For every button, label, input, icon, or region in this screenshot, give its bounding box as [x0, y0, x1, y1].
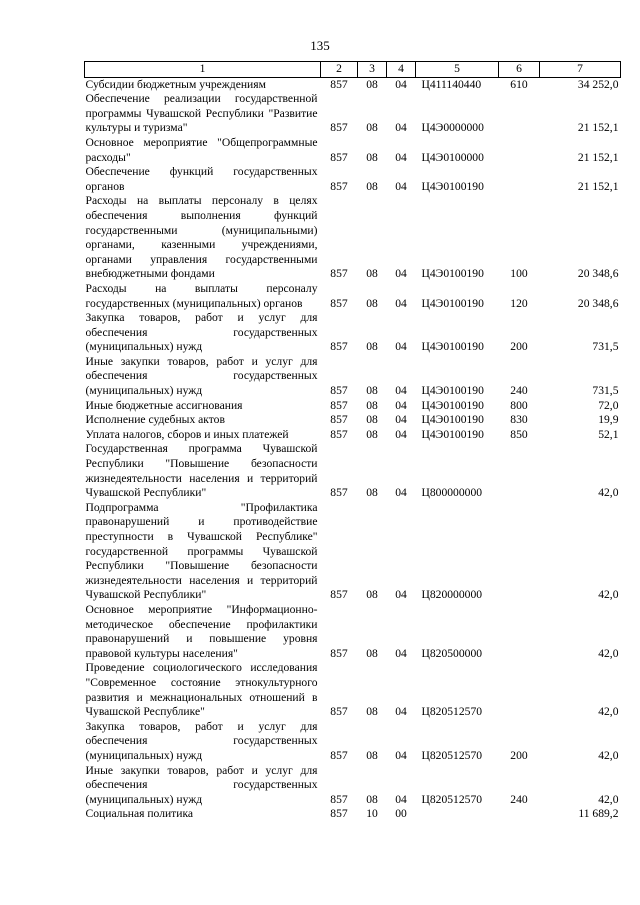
ministry-code-cell: 857 — [330, 398, 348, 412]
subsection-cell: 04 — [395, 413, 407, 427]
expense-type-cell: 240 — [510, 792, 528, 806]
row-name-cell: Иные бюджетные ассигнования — [85, 398, 243, 412]
target-article-cell: Ц4Э0100190 — [421, 398, 484, 412]
amount-cell: 42,0 — [598, 486, 619, 500]
subsection-cell: 04 — [395, 398, 407, 412]
row-name-cell: Государственная программа Чувашской Республики "Повышение безопасности жизнедеятельности населения и территорий Чувашской Республики" — [85, 442, 318, 500]
row-name-cell: Исполнение судебных актов — [85, 413, 225, 427]
subsection-cell: 04 — [395, 267, 407, 281]
subsection-cell: 04 — [395, 384, 407, 398]
amount-cell: 21 152,1 — [577, 150, 619, 164]
amount-cell: 42,0 — [598, 748, 619, 762]
section-cell: 08 — [366, 267, 378, 281]
ministry-code-cell: 857 — [330, 807, 348, 821]
row-name-cell: Иные закупки товаров, работ и услуг для обеспечения государственных (муниципальных) нужд — [85, 354, 318, 398]
table-row — [85, 413, 621, 428]
expense-type-cell — [499, 442, 540, 500]
table-row — [85, 194, 621, 282]
row-name-cell: Основное мероприятие "Общепрограммные расходы" — [85, 135, 318, 164]
ministry-code-cell: 857 — [330, 179, 348, 193]
subsection-cell: 04 — [395, 121, 407, 135]
amount-cell: 42,0 — [598, 588, 619, 602]
row-name-cell: Проведение социологического исследования "Современное состояние этнокультурного развития и межнациональных отношений в Чувашской Республике" — [85, 661, 318, 719]
target-article-cell: Ц820500000 — [421, 646, 483, 660]
subsection-cell: 04 — [395, 296, 407, 310]
table-row — [85, 136, 621, 165]
table-row — [85, 661, 621, 719]
subsection-cell: 04 — [395, 792, 407, 806]
ministry-code-cell: 857 — [330, 121, 348, 135]
ministry-code-cell: 857 — [330, 413, 348, 427]
subsection-cell: 04 — [395, 705, 407, 719]
amount-cell: 19,9 — [598, 413, 619, 427]
column-header: 3 — [358, 62, 387, 78]
section-cell: 08 — [366, 150, 378, 164]
section-cell: 08 — [366, 413, 378, 427]
section-cell: 08 — [366, 384, 378, 398]
target-article-cell: Ц820000000 — [421, 588, 483, 602]
section-cell: 08 — [366, 486, 378, 500]
page-number: 135 — [310, 38, 330, 53]
table-row — [85, 92, 621, 136]
section-cell: 08 — [366, 588, 378, 602]
ministry-code-cell: 857 — [330, 296, 348, 310]
subsection-cell: 04 — [395, 340, 407, 354]
header-row — [85, 62, 621, 78]
amount-cell: 20 348,6 — [577, 267, 619, 281]
table-row — [85, 165, 621, 194]
ministry-code-cell: 857 — [330, 150, 348, 164]
target-article-cell: Ц820512570 — [421, 748, 483, 762]
section-cell: 10 — [366, 807, 378, 821]
table-body — [85, 77, 621, 822]
column-header: 5 — [416, 62, 499, 78]
table-row — [85, 311, 621, 355]
amount-cell: 20 348,6 — [577, 296, 619, 310]
ministry-code-cell: 857 — [330, 588, 348, 602]
amount-cell: 731,5 — [592, 384, 619, 398]
section-cell: 08 — [366, 705, 378, 719]
table-row — [85, 77, 621, 92]
table-row — [85, 428, 621, 443]
section-cell: 08 — [366, 340, 378, 354]
section-cell: 08 — [366, 646, 378, 660]
row-name-cell: Закупка товаров, работ и услуг для обеспечения государственных (муниципальных) нужд — [85, 719, 318, 762]
target-article-cell: Ц4Э0100190 — [421, 384, 484, 398]
target-article-cell: Ц4Э0100000 — [421, 150, 484, 164]
column-header: 1 — [85, 62, 321, 78]
ministry-code-cell: 857 — [330, 705, 348, 719]
ministry-code-cell: 857 — [330, 646, 348, 660]
target-article-cell: Ц4Э0100190 — [421, 427, 484, 441]
expense-type-cell — [499, 501, 540, 603]
ministry-code-cell: 857 — [330, 340, 348, 354]
section-cell: 08 — [366, 296, 378, 310]
expense-type-cell — [499, 603, 540, 661]
table-row — [85, 399, 621, 414]
column-header: 6 — [499, 62, 540, 78]
column-header: 4 — [387, 62, 416, 78]
target-article-cell: Ц4Э0000000 — [421, 121, 484, 135]
subsection-cell: 04 — [395, 748, 407, 762]
target-article-cell: Ц4Э0100190 — [421, 267, 484, 281]
section-cell: 08 — [366, 792, 378, 806]
section-cell: 08 — [366, 427, 378, 441]
target-article-cell: Ц4Э0100190 — [421, 340, 484, 354]
section-cell: 08 — [366, 179, 378, 193]
expense-type-cell: 100 — [510, 267, 528, 281]
ministry-code-cell: 857 — [330, 792, 348, 806]
target-article-cell: Ц820512570 — [421, 792, 483, 806]
target-article-cell: Ц820512570 — [421, 705, 483, 719]
row-name-cell: Основное мероприятие "Информационно-методическое обеспечение профилактики правонарушений и повышение уровня правовой культуры населения" — [85, 602, 318, 660]
target-article-cell: Ц4Э0100190 — [421, 179, 484, 193]
table-row — [85, 442, 621, 500]
row-name-cell: Уплата налогов, сборов и иных платежей — [85, 427, 289, 441]
row-name-cell: Иные закупки товаров, работ и услуг для обеспечения государственных (муниципальных) нужд — [85, 763, 318, 806]
row-name-cell: Закупка товаров, работ и услуг для обеспечения государственных (муниципальных) нужд — [85, 311, 318, 354]
expense-type-cell — [499, 136, 540, 165]
row-name-cell: Подпрограмма "Профилактика правонарушений и противодействие преступности в Чувашской Республике" государственной программы Чувашской Республики "Повышение безопасности жизнедеятельности населения и территорий Чувашской Республики" — [85, 500, 318, 602]
subsection-cell: 04 — [395, 486, 407, 500]
target-article-cell — [416, 807, 499, 822]
expense-type-cell: 120 — [510, 296, 528, 310]
row-name-cell: Расходы на выплаты персоналу в целях обеспечения выполнения функций государственными (муниципальными) органами, казенными учреждениями, органами управления государственными внебюджетными фондами — [85, 194, 318, 281]
column-header: 2 — [321, 62, 358, 78]
subsection-cell: 00 — [395, 807, 407, 821]
ministry-code-cell: 857 — [330, 267, 348, 281]
budget-table — [84, 61, 621, 822]
expense-type-cell: 200 — [510, 748, 528, 762]
expense-type-cell: 830 — [510, 413, 528, 427]
expense-type-cell: 200 — [510, 340, 528, 354]
expense-type-cell — [499, 661, 540, 719]
amount-cell: 21 152,1 — [577, 179, 619, 193]
amount-cell: 21 152,1 — [577, 121, 619, 135]
section-cell: 08 — [366, 77, 378, 91]
expense-type-cell: 850 — [510, 427, 528, 441]
expense-type-cell — [499, 165, 540, 194]
section-cell: 08 — [366, 398, 378, 412]
amount-cell: 11 689,2 — [578, 807, 619, 821]
subsection-cell: 04 — [395, 588, 407, 602]
subsection-cell: 04 — [395, 77, 407, 91]
table-header — [85, 62, 621, 78]
row-name-cell: Расходы на выплаты персоналу государственных (муниципальных) органов — [85, 281, 318, 310]
expense-type-cell — [499, 807, 540, 822]
table-row — [85, 355, 621, 399]
target-article-cell: Ц800000000 — [421, 486, 483, 500]
ministry-code-cell: 857 — [330, 486, 348, 500]
table-row — [85, 603, 621, 661]
ministry-code-cell: 857 — [330, 384, 348, 398]
target-article-cell: Ц4Э0100190 — [421, 296, 484, 310]
amount-cell: 34 252,0 — [577, 77, 619, 91]
subsection-cell: 04 — [395, 150, 407, 164]
target-article-cell: Ц411140440 — [421, 77, 482, 91]
section-cell: 08 — [366, 748, 378, 762]
expense-type-cell: 240 — [510, 384, 528, 398]
amount-cell: 72,0 — [598, 398, 619, 412]
section-cell: 08 — [366, 121, 378, 135]
expense-type-cell — [499, 92, 540, 136]
row-name-cell: Обеспечение функций государственных органов — [85, 165, 318, 193]
amount-cell: 52,1 — [598, 427, 619, 441]
subsection-cell: 04 — [395, 646, 407, 660]
target-article-cell: Ц4Э0100190 — [421, 413, 484, 427]
table-row — [85, 282, 621, 311]
ministry-code-cell: 857 — [330, 748, 348, 762]
table-row — [85, 764, 621, 808]
ministry-code-cell: 857 — [330, 77, 348, 91]
table-row — [85, 807, 621, 822]
amount-cell: 42,0 — [598, 792, 619, 806]
amount-cell: 731,5 — [592, 340, 619, 354]
table-row — [85, 720, 621, 764]
expense-type-cell: 610 — [510, 77, 528, 91]
ministry-code-cell: 857 — [330, 427, 348, 441]
subsection-cell: 04 — [395, 179, 407, 193]
column-header: 7 — [540, 62, 621, 78]
amount-cell: 42,0 — [598, 705, 619, 719]
table-row — [85, 501, 621, 603]
row-name-cell: Социальная политика — [85, 807, 194, 821]
row-name-cell: Обеспечение реализации государственной программы Чувашской Республики "Развитие культуры и туризма" — [85, 92, 318, 135]
row-name-cell: Субсидии бюджетным учреждениям — [85, 77, 266, 91]
expense-type-cell: 800 — [510, 398, 528, 412]
amount-cell: 42,0 — [598, 646, 619, 660]
subsection-cell: 04 — [395, 427, 407, 441]
